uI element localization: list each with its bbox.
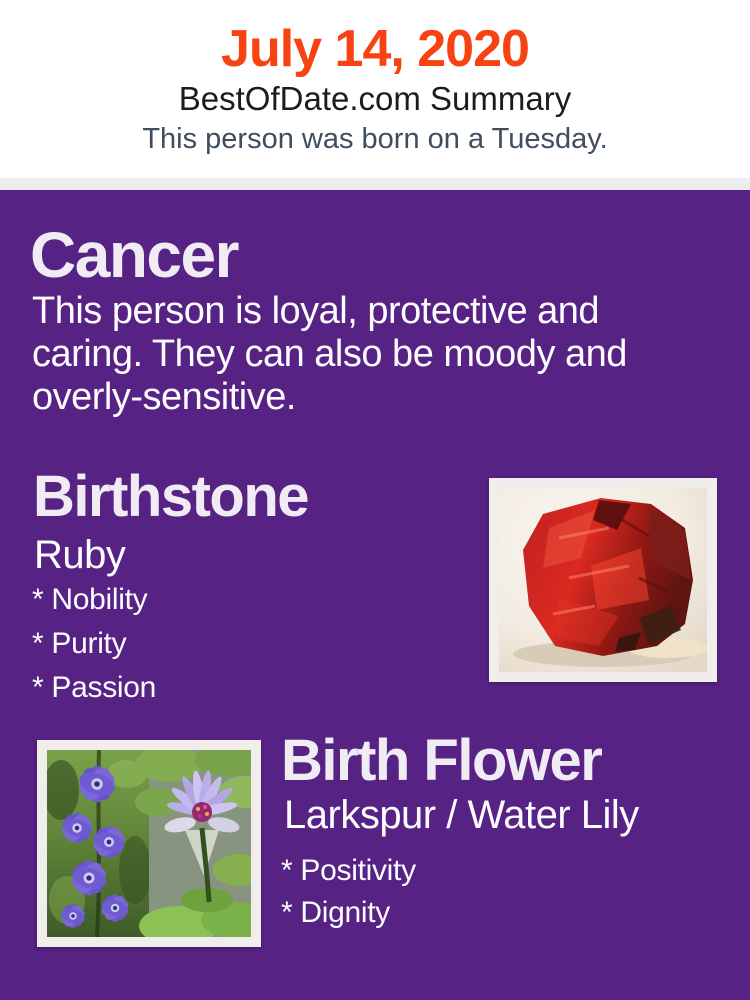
birth-flower-trait: * Positivity <box>281 854 416 887</box>
birthstone-trait: * Nobility <box>32 583 148 616</box>
summary-card <box>0 190 750 1000</box>
birth-flower-image <box>37 740 261 947</box>
ruby-image <box>489 478 717 682</box>
birthstone-trait: * Passion <box>32 671 157 704</box>
born-weekday-line: This person was born on a Tuesday. <box>142 123 608 155</box>
birth-flower-trait: * Dignity <box>281 896 391 929</box>
birthstone-trait-list <box>32 578 156 710</box>
birthstone-name: Ruby <box>34 533 126 577</box>
zodiac-description: This person is loyal, protective and caring. They can also be moody and overly-sensitive. <box>32 290 627 418</box>
birthstone-trait: * Purity <box>32 627 127 660</box>
header-divider <box>0 178 750 190</box>
page-header <box>0 0 750 178</box>
birth-flower-name: Larkspur / Water Lily <box>284 793 639 837</box>
zodiac-sign-heading: Cancer <box>30 219 238 291</box>
larkspur-water-lily-illustration <box>47 750 251 937</box>
ruby-gem-illustration <box>499 488 707 672</box>
birthstone-heading: Birthstone <box>33 464 308 529</box>
birth-flower-trait-list <box>281 850 416 934</box>
date-title: July 14, 2020 <box>221 20 529 78</box>
birth-flower-heading: Birth Flower <box>281 728 602 793</box>
site-summary-subtitle: BestOfDate.com Summary <box>178 80 572 117</box>
